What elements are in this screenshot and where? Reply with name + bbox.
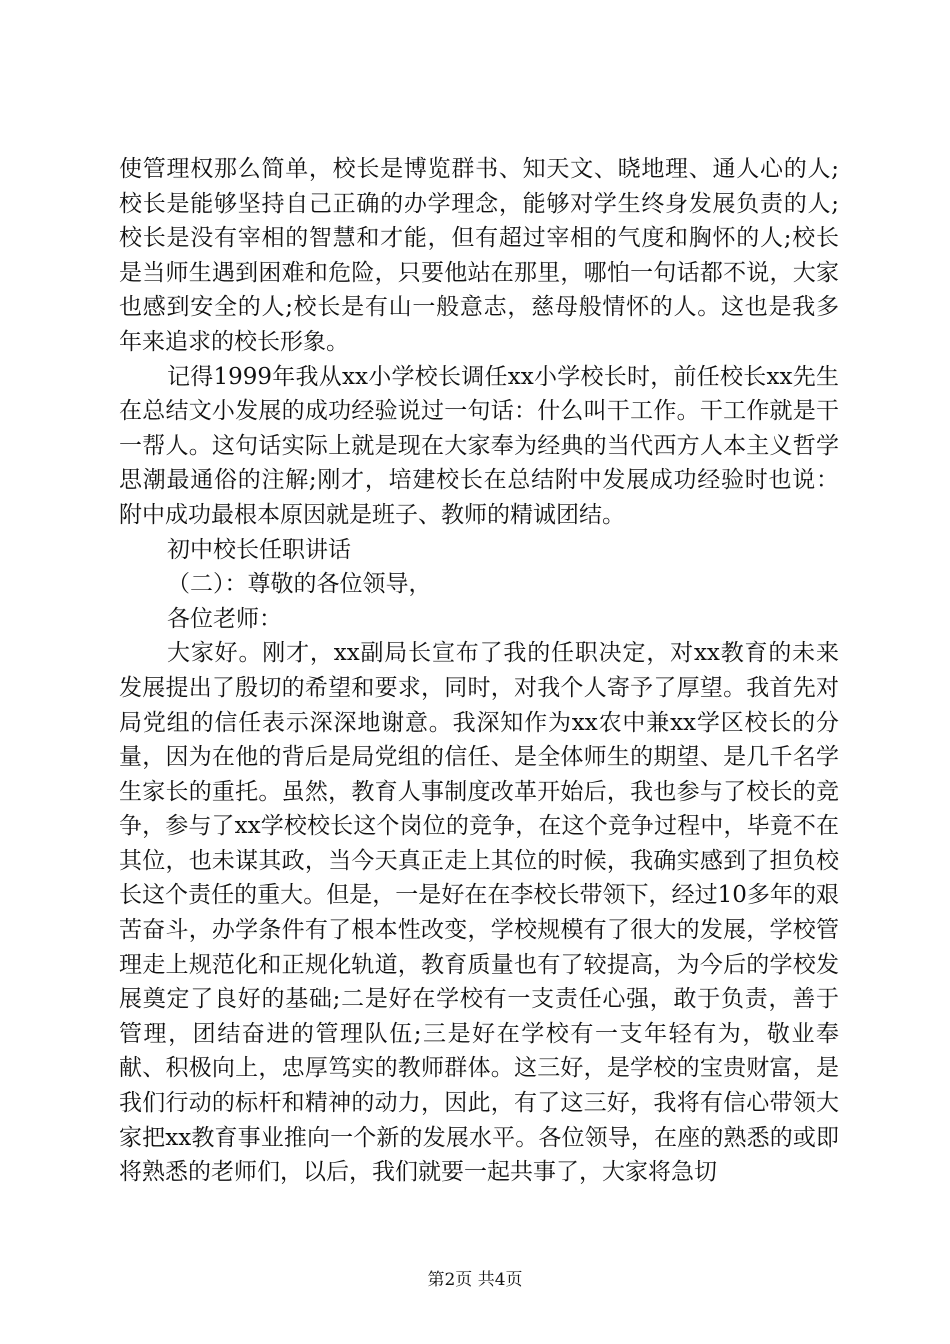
salutation-line-1: （二）：尊敬的各位领导， [167,571,432,598]
salutation-line-2: 各位老师： [167,605,282,632]
document-body [119,152,839,1190]
paragraph-1: 使管理权那么简单，校长是博览群书、知天文、晓地理、通人心的人;校长是能够坚持自己正确的办学理念，能够对学生终身发展负责的人;校长是没有宰相的智慧和才能，但有超过宰相的气度和胸怀的人;校长是当师生遇到困难和危险，只要他站在那里，哪怕一句话都不说，大家也感到安全的人;校长是有山一般意志，慈母般情怀的人。这也是我多年来追求的校长形象。 [119,156,839,355]
paragraph-2: 记得1999年我从xx小学校长调任xx小学校长时，前任校长xx先生在总结文小发展的成功经验说过一句话：什么叫干工作。干工作就是干一帮人。这句话实际上就是现在大家奉为经典的当代西方人本主义哲学思潮最通俗的注解;刚才，培建校长在总结附中发展成功经验时也说：附中成功最根本原因就是班子、教师的精诚团结。 [119,363,839,528]
speech-title: 初中校长任职讲话 [167,536,351,563]
paragraph-speech-body: 大家好。刚才，xx副局长宣布了我的任职决定，对xx教育的未来发展提出了殷切的希望和要求，同时，对我个人寄予了厚望。我首先对局党组的信任表示深深地谢意。我深知作为xx农中兼xx学区校长的分量，因为在他的背后是局党组的信任、是全体师生的期望、是几千名学生家长的重托。虽然，教育人事制度改革开始后，我也参与了校长的竞争，参与了xx学校校长这个岗位的竞争，在这个竞争过程中，毕竟不在其位，也未谋其政，当今天真正走上其位的时候，我确实感到了担负校长这个责任的重大。但是，一是好在在李校长带领下，经过10多年的艰苦奋斗，办学条件有了根本性改变，学校规模有了很大的发展，学校管理走上规范化和正规化轨道，教育质量也有了较提高，为今后的学校发展奠定了良好的基础;二是好在学校有一支责任心强，敢于负责，善于管理，团结奋进的管理队伍;三是好在学校有一支年轻有为，敬业奉献、积极向上，忠厚笃实的教师群体。这三好，是学校的宝贵财富，是我们行动的标杆和精神的动力，因此，有了这三好，我将有信心带领大家把xx教育事业推向一个新的发展水平。各位领导，在座的熟悉的或即将熟悉的老师们，以后，我们就要一起共事了，大家将急切 [119,640,839,1186]
page-number-footer: 第2页 共4页 [427,1270,523,1290]
